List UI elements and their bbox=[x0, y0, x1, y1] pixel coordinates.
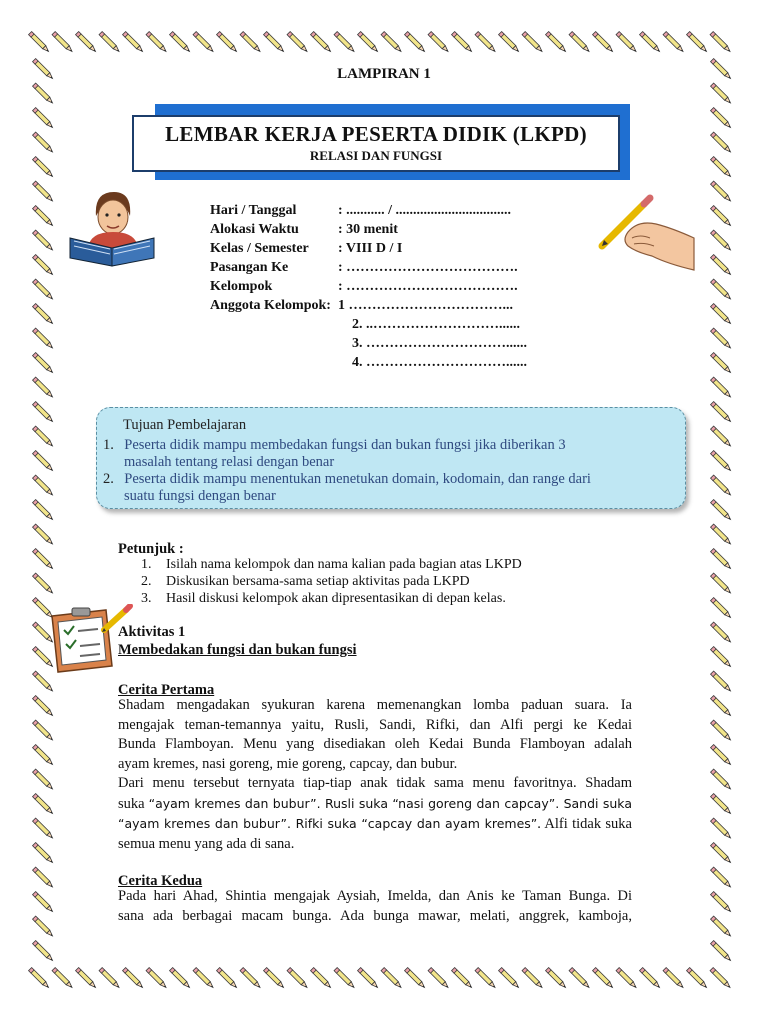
border-pencil-icon bbox=[170, 968, 191, 989]
story-line: sana ada berbagai macam bunga. Ada bunga mawar, melati, anggrek, kamboja, bbox=[118, 907, 632, 924]
border-pencil-icon bbox=[33, 524, 54, 545]
story-line bbox=[118, 794, 632, 815]
border-pencil-icon bbox=[640, 968, 661, 989]
border-pencil-icon bbox=[52, 968, 73, 989]
kelompok-field[interactable]: : ………………………………. bbox=[338, 279, 518, 294]
hari-field[interactable]: : ........... / ................................. bbox=[338, 203, 512, 218]
border-pencil-icon bbox=[711, 328, 732, 349]
border-pencil-icon bbox=[76, 32, 97, 53]
pasangan-label: Pasangan Ke bbox=[210, 260, 289, 275]
border-pencil-icon bbox=[287, 968, 308, 989]
lampiran-heading: LAMPIRAN 1 bbox=[337, 66, 431, 82]
border-pencil-icon bbox=[710, 968, 731, 989]
border-pencil-icon bbox=[711, 157, 732, 178]
border-pencil-icon bbox=[687, 32, 708, 53]
border-pencil-icon bbox=[33, 451, 54, 472]
kelas-value: : VIII D / I bbox=[338, 241, 403, 256]
border-pencil-icon bbox=[358, 968, 379, 989]
border-pencil-icon bbox=[33, 181, 54, 202]
petunjuk-text: Diskusikan bersama-sama setiap aktivitas pada LKPD bbox=[166, 574, 470, 589]
story-line: mengajak teman-temannya yaitu, Rusli, Sandi, Rifki, dan Alfi pergi ke Kedai bbox=[118, 716, 632, 733]
story-line: Dari menu tersebut ternyata tiap-tiap anak tidak sama menu favoritnya. Shadam bbox=[118, 775, 632, 791]
petunjuk-item bbox=[141, 573, 522, 590]
story-fragment: . Sandi suka bbox=[555, 795, 632, 811]
border-pencil-icon bbox=[33, 794, 54, 815]
kelas-label: Kelas / Semester bbox=[210, 241, 309, 256]
story-quote: “nasi goreng dan capcay” bbox=[392, 795, 556, 811]
petunjuk-num: 2. bbox=[141, 574, 152, 589]
border-pencil-icon bbox=[240, 32, 261, 53]
border-pencil-icon bbox=[170, 32, 191, 53]
story-quote: “ayam kremes dan bubur” bbox=[148, 795, 317, 811]
border-pencil-icon bbox=[428, 968, 449, 989]
story-line: Bunda Flamboyan. Menu yang disediakan oleh Kedai Bunda Flamboyan adalah bbox=[118, 736, 632, 752]
border-pencil-icon bbox=[311, 968, 332, 989]
tujuan-item-2 bbox=[103, 471, 663, 505]
border-pencil-icon bbox=[711, 598, 732, 619]
border-pencil-icon bbox=[358, 32, 379, 53]
story-fragment: . Rusli suka bbox=[316, 795, 393, 811]
border-pencil-icon bbox=[711, 892, 732, 913]
border-pencil-icon bbox=[640, 32, 661, 53]
border-pencil-icon bbox=[711, 304, 732, 325]
border-pencil-icon bbox=[711, 745, 732, 766]
border-pencil-icon bbox=[76, 968, 97, 989]
border-pencil-icon bbox=[711, 206, 732, 227]
tujuan-item-2-line2: suatu fungsi dengan benar bbox=[124, 488, 276, 504]
aktivitas-title: Aktivitas 1 bbox=[118, 624, 186, 640]
anggota-field-3[interactable]: 3. …………………………...... bbox=[352, 336, 527, 351]
border-pencil-icon bbox=[711, 794, 732, 815]
border-pencil-icon bbox=[711, 132, 732, 153]
border-pencil-icon bbox=[428, 32, 449, 53]
border-pencil-icon bbox=[475, 968, 496, 989]
story-fragment: . Alfi tidak suka bbox=[537, 816, 632, 832]
tujuan-item-1-num: 1. bbox=[103, 437, 114, 453]
border-pencil-icon bbox=[33, 108, 54, 129]
border-pencil-icon bbox=[33, 745, 54, 766]
border-pencil-icon bbox=[711, 696, 732, 717]
border-pencil-icon bbox=[33, 328, 54, 349]
lkpd-subtitle: RELASI DAN FUNGSI bbox=[309, 148, 443, 163]
border-pencil-icon bbox=[381, 32, 402, 53]
border-pencil-icon bbox=[146, 32, 167, 53]
border-pencil-icon bbox=[663, 968, 684, 989]
border-pencil-icon bbox=[33, 157, 54, 178]
border-pencil-icon bbox=[123, 968, 144, 989]
student-reading-icon bbox=[66, 186, 158, 270]
story-line bbox=[118, 814, 632, 835]
border-pencil-icon bbox=[711, 720, 732, 741]
identity-form bbox=[210, 201, 527, 372]
border-pencil-icon bbox=[33, 83, 54, 104]
border-pencil-icon bbox=[123, 32, 144, 53]
anggota-label: Anggota Kelompok: bbox=[210, 298, 331, 313]
story-fragment: . Rifki suka bbox=[286, 816, 362, 831]
petunjuk-num: 1. bbox=[141, 557, 152, 572]
title-box bbox=[132, 115, 620, 172]
hari-label: Hari / Tanggal bbox=[210, 203, 297, 218]
border-pencil-icon bbox=[711, 500, 732, 521]
border-pencil-icon bbox=[33, 573, 54, 594]
border-pencil-icon bbox=[33, 426, 54, 447]
border-pencil-icon bbox=[33, 892, 54, 913]
border-pencil-icon bbox=[522, 968, 543, 989]
story-line: Pada hari Ahad, Shintia mengajak Aysiah, Imelda, dan Anis ke Taman Bunga. Di bbox=[118, 888, 632, 904]
border-pencil-icon bbox=[29, 32, 50, 53]
story-fragment: suka bbox=[118, 795, 149, 812]
border-pencil-icon bbox=[33, 132, 54, 153]
border-pencil-icon bbox=[711, 83, 732, 104]
cerita-pertama-title: Cerita Pertama bbox=[118, 682, 215, 698]
border-pencil-icon bbox=[711, 843, 732, 864]
border-pencil-icon bbox=[33, 843, 54, 864]
border-pencil-icon bbox=[33, 353, 54, 374]
cerita-kedua-text bbox=[118, 887, 632, 926]
aktivitas-subtitle: Membedakan fungsi dan bukan fungsi bbox=[118, 642, 357, 658]
lkpd-title: LEMBAR KERJA PESERTA DIDIK (LKPD) bbox=[165, 122, 587, 146]
tujuan-item-2-num: 2. bbox=[103, 471, 114, 487]
border-pencil-icon bbox=[99, 32, 120, 53]
border-pencil-icon bbox=[711, 402, 732, 423]
border-pencil-icon bbox=[334, 968, 355, 989]
border-pencil-icon bbox=[33, 818, 54, 839]
border-pencil-icon bbox=[217, 968, 238, 989]
border-pencil-icon bbox=[593, 32, 614, 53]
border-pencil-icon bbox=[522, 32, 543, 53]
border-pencil-icon bbox=[475, 32, 496, 53]
border-pencil-icon bbox=[146, 968, 167, 989]
border-pencil-icon bbox=[711, 573, 732, 594]
border-pencil-icon bbox=[546, 32, 567, 53]
anggota-field-1[interactable]: 1 ……………………………... bbox=[337, 298, 513, 313]
border-pencil-icon bbox=[99, 968, 120, 989]
border-pencil-icon bbox=[452, 32, 473, 53]
border-pencil-icon bbox=[264, 32, 285, 53]
border-pencil-icon bbox=[193, 968, 214, 989]
border-pencil-icon bbox=[711, 769, 732, 790]
border-pencil-icon bbox=[334, 32, 355, 53]
petunjuk-num: 3. bbox=[141, 591, 152, 606]
border-pencil-icon bbox=[33, 769, 54, 790]
border-pencil-icon bbox=[33, 377, 54, 398]
border-pencil-icon bbox=[616, 32, 637, 53]
pasangan-field[interactable]: : ………………………………. bbox=[338, 260, 518, 275]
border-pencil-icon bbox=[240, 968, 261, 989]
story-line: ayam kremes, nasi goreng, mie goreng, capcay, dan bubur. bbox=[118, 755, 458, 772]
border-pencil-icon bbox=[711, 916, 732, 937]
border-pencil-icon bbox=[405, 32, 426, 53]
border-pencil-icon bbox=[711, 230, 732, 251]
border-pencil-icon bbox=[405, 968, 426, 989]
border-pencil-icon bbox=[33, 279, 54, 300]
border-pencil-icon bbox=[711, 818, 732, 839]
border-pencil-icon bbox=[193, 32, 214, 53]
tujuan-item-1-line2: masalah tentang relasi dengan benar bbox=[124, 454, 335, 470]
border-pencil-icon bbox=[711, 622, 732, 643]
story-quote: “capcay dan ayam kremes” bbox=[361, 816, 538, 831]
border-pencil-icon bbox=[710, 32, 731, 53]
border-pencil-icon bbox=[711, 353, 732, 374]
border-pencil-icon bbox=[33, 549, 54, 570]
border-pencil-icon bbox=[711, 941, 732, 962]
border-pencil-icon bbox=[217, 32, 238, 53]
border-pencil-icon bbox=[33, 304, 54, 325]
border-pencil-icon bbox=[711, 451, 732, 472]
story-line: Shadam mengadakan syukuran karena memenangkan lomba paduan suara. Ia bbox=[118, 697, 632, 713]
border-pencil-icon bbox=[33, 475, 54, 496]
border-pencil-icon bbox=[616, 968, 637, 989]
border-pencil-icon bbox=[711, 255, 732, 276]
border-pencil-icon bbox=[311, 32, 332, 53]
border-pencil-icon bbox=[33, 916, 54, 937]
border-pencil-icon bbox=[711, 108, 732, 129]
border-pencil-icon bbox=[33, 696, 54, 717]
border-pencil-icon bbox=[593, 968, 614, 989]
border-pencil-icon bbox=[711, 671, 732, 692]
border-pencil-icon bbox=[452, 968, 473, 989]
border-pencil-icon bbox=[33, 230, 54, 251]
petunjuk-text: Hasil diskusi kelompok akan dipresentasikan di depan kelas. bbox=[166, 591, 506, 606]
border-pencil-icon bbox=[33, 500, 54, 521]
border-pencil-icon bbox=[711, 181, 732, 202]
cerita-kedua-title: Cerita Kedua bbox=[118, 873, 203, 889]
kelompok-label: Kelompok bbox=[210, 279, 273, 294]
border-pencil-icon bbox=[711, 475, 732, 496]
anggota-field-4[interactable]: 4. …………………………...... bbox=[352, 355, 527, 370]
border-pencil-icon bbox=[33, 255, 54, 276]
waktu-label: Alokasi Waktu bbox=[210, 222, 299, 237]
border-pencil-icon bbox=[711, 549, 732, 570]
hand-writing-icon bbox=[598, 190, 698, 272]
border-pencil-icon bbox=[33, 941, 54, 962]
tujuan-pembelajaran-box bbox=[96, 407, 686, 509]
border-pencil-icon bbox=[569, 968, 590, 989]
border-pencil-icon bbox=[381, 968, 402, 989]
border-pencil-icon bbox=[33, 671, 54, 692]
petunjuk-item bbox=[141, 590, 522, 607]
border-pencil-icon bbox=[711, 279, 732, 300]
border-pencil-icon bbox=[663, 32, 684, 53]
border-pencil-icon bbox=[33, 206, 54, 227]
border-pencil-icon bbox=[687, 968, 708, 989]
border-pencil-icon bbox=[569, 32, 590, 53]
border-pencil-icon bbox=[29, 968, 50, 989]
cerita-pertama-text bbox=[118, 696, 632, 854]
story-line: semua menu yang ada di sana. bbox=[118, 835, 295, 852]
petunjuk-item bbox=[141, 556, 522, 573]
border-pencil-icon bbox=[33, 867, 54, 888]
border-pencil-icon bbox=[711, 377, 732, 398]
tujuan-title: Tujuan Pembelajaran bbox=[123, 417, 247, 433]
border-pencil-icon bbox=[52, 32, 73, 53]
tujuan-item-1 bbox=[103, 437, 663, 471]
border-pencil-icon bbox=[264, 968, 285, 989]
border-pencil-icon bbox=[33, 402, 54, 423]
border-pencil-icon bbox=[33, 720, 54, 741]
border-pencil-icon bbox=[499, 968, 520, 989]
border-pencil-icon bbox=[711, 426, 732, 447]
petunjuk-title: Petunjuk : bbox=[118, 541, 184, 557]
border-pencil-icon bbox=[711, 867, 732, 888]
petunjuk-list bbox=[141, 556, 522, 607]
story-quote: “ayam kremes dan bubur” bbox=[118, 816, 287, 831]
anggota-field-2[interactable]: 2. ..………………………...... bbox=[352, 317, 520, 332]
petunjuk-text: Isilah nama kelompok dan nama kalian pada bagian atas LKPD bbox=[166, 557, 522, 572]
tujuan-item-2-line1: Peserta didik mampu menentukan menetukan domain, kodomain, dan range dari bbox=[124, 471, 591, 487]
border-pencil-icon bbox=[499, 32, 520, 53]
border-pencil-icon bbox=[546, 968, 567, 989]
border-pencil-icon bbox=[711, 524, 732, 545]
waktu-value: : 30 menit bbox=[338, 222, 398, 237]
border-pencil-icon bbox=[287, 32, 308, 53]
border-pencil-icon bbox=[711, 647, 732, 668]
tujuan-item-1-line1: Peserta didik mampu membedakan fungsi dan bukan fungsi jika diberikan 3 bbox=[124, 437, 566, 453]
